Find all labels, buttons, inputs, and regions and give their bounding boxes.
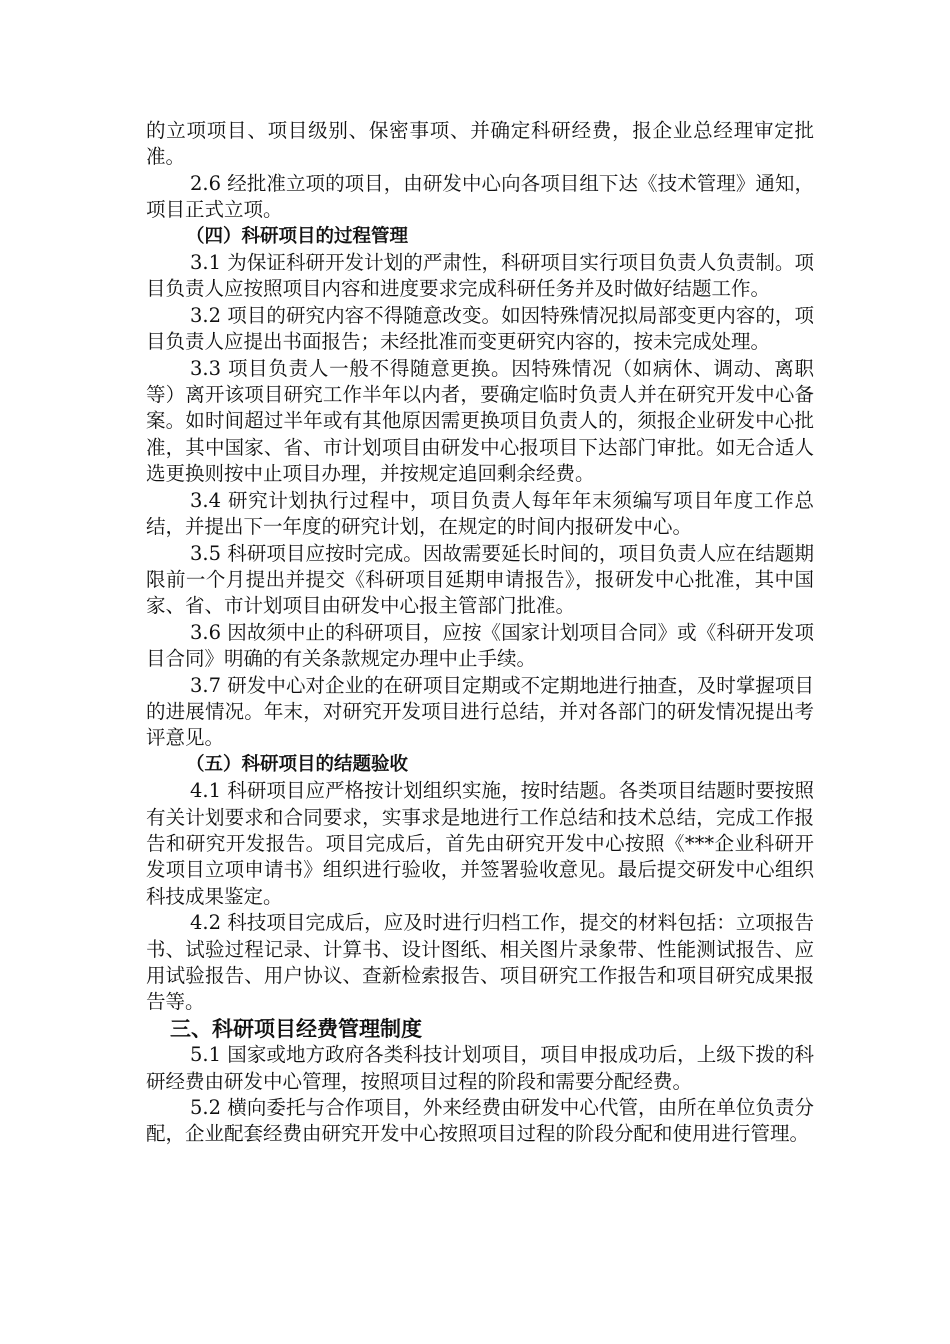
section-heading-5: （五）科研项目的结题验收 [186,753,409,775]
paragraph-continuation: 的立项项目、项目级别、保密事项、并确定科研经费，报企业总经理审定批准。 [146,119,814,169]
paragraph-4-2: 4.2 科技项目完成后，应及时进行归档工作，提交的材料包括：立项报告书、试验过程记录、计算书、设计图纸、相关图片录象带、性能测试报告、应用试验报告、用户协议、查新检索报告、项目研究工作报告和项目研究成果报告等。 [146,911,814,1014]
paragraph-5-1: 5.1 国家或地方政府各类科技计划项目，项目申报成功后，上级下拨的科研经费由研发中心管理，按照项目过程的阶段和需要分配经费。 [146,1043,814,1093]
paragraph-3-2: 3.2 项目的研究内容不得随意改变。如因特殊情况拟局部变更内容的，项目负责人应提出书面报告；未经批准而变更研究内容的，按未完成处理。 [146,303,814,354]
chapter-heading-3: 三、科研项目经费管理制度 [170,1016,422,1041]
paragraph-2-6: 2.6 经批准立项的项目，由研发中心向各项目组下达《技术管理》通知，项目正式立项。 [146,171,814,222]
paragraph-3-6: 3.6 因故须中止的科研项目，应按《国家计划项目合同》或《科研开发项目合同》明确的有关条款规定办理中止手续。 [146,620,814,671]
paragraph-3-5: 3.5 科研项目应按时完成。因故需要延长时间的，项目负责人应在结题期限前一个月提出并提交《科研项目延期申请报告》，报研发中心批准，其中国家、省、市计划项目由研发中心报主管部门批准。 [146,541,814,618]
paragraph-3-1: 3.1 为保证科研开发计划的严肃性，科研项目实行项目负责人负责制。项目负责人应按照项目内容和进度要求完成科研任务并及时做好结题工作。 [146,251,814,301]
paragraph-3-3: 3.3 项目负责人一般不得随意更换。因特殊情况（如病休、调动、离职等）离开该项目研究工作半年以内者，要确定临时负责人并在研究开发中心备案。如时间超过半年或有其他原因需更换项目负责人的，须报企业研发中心批准，其中国家、省、市计划项目由研发中心报项目下达部门审批。如无合适人选更换则按中止项目办理，并按规定追回剩余经费。 [146,356,814,486]
paragraph-4-1: 4.1 科研项目应严格按计划组织实施，按时结题。各类项目结题时要按照有关计划要求和合同要求，实事求是地进行工作总结和技术总结，完成工作报告和研究开发报告。项目完成后，首先由研究开发中心按照《***企业科研开发项目立项申请书》组织进行验收，并签署验收意见。最后提交研发中心组织科技成果鉴定。 [146,779,814,908]
document-page [146,118,814,1148]
section-heading-4: （四）科研项目的过程管理 [186,225,409,247]
paragraph-3-4: 3.4 研究计划执行过程中，项目负责人每年年末须编写项目年度工作总结，并提出下一年度的研究计划，在规定的时间内报研发中心。 [146,488,814,539]
paragraph-5-2: 5.2 横向委托与合作项目，外来经费由研发中心代管，由所在单位负责分配，企业配套经费由研究开发中心按照项目过程的阶段分配和使用进行管理。 [146,1096,814,1146]
paragraph-3-7: 3.7 研发中心对企业的在研项目定期或不定期地进行抽查，及时掌握项目的进展情况。年末，对研究开发项目进行总结，并对各部门的研发情况提出考评意见。 [146,673,814,750]
